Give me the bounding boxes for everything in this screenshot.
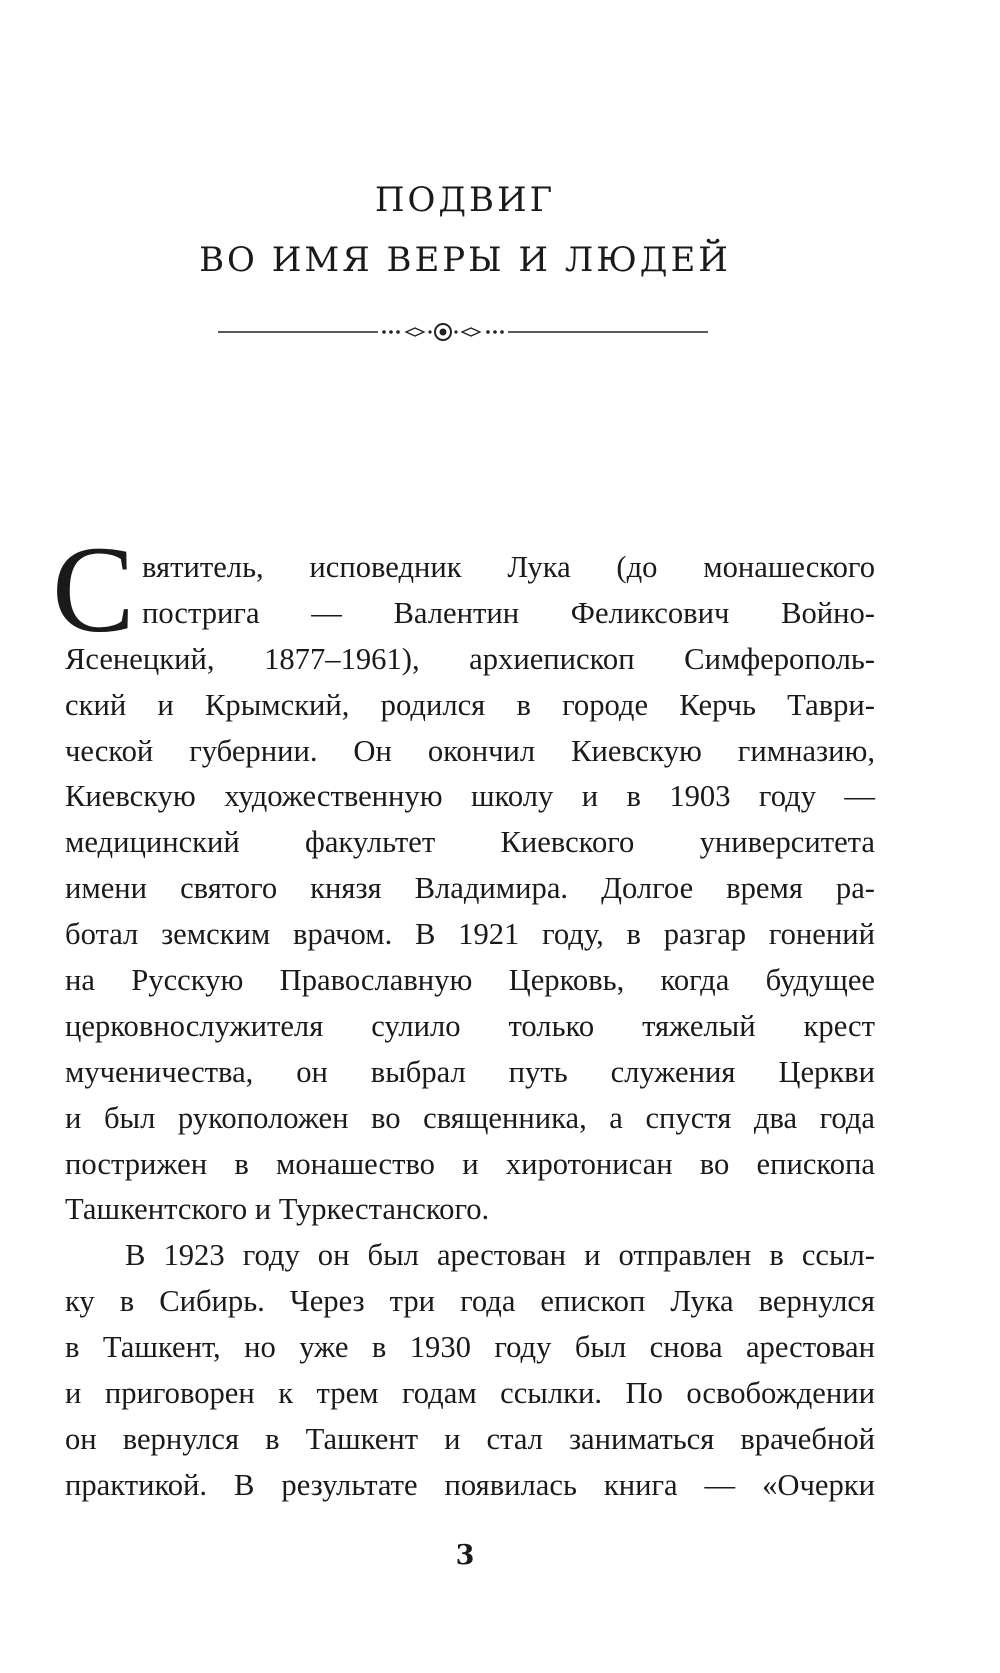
text-line: пострижен в монашество и хиротонисан во епископа — [65, 1146, 875, 1181]
text-line: ботал земским врачом. В 1921 году, в разгар гонений — [65, 917, 875, 952]
text-line: он вернулся в Ташкент и стал заниматься врачебной — [65, 1421, 875, 1456]
text-line: имени святого князя Владимира. Долгое время ра- — [65, 871, 875, 906]
text-line: ку в Сибирь. Через три года епископ Лука вернулся — [65, 1284, 875, 1319]
text-line: медицинский факультет Киевского университета — [65, 825, 875, 860]
body-text — [65, 545, 875, 1509]
text-line: вятитель, исповедник Лука (до монашеского — [142, 550, 875, 584]
text-line: в Ташкент, но уже в 1930 году был снова арестован — [65, 1330, 875, 1365]
text-line: ский и Крымский, родился в городе Керчь Таври- — [65, 687, 875, 722]
text-line: пострига — Валентин Феликсович Войно- — [142, 595, 875, 630]
page-number: 3 — [455, 1540, 475, 1571]
ornamental-divider-icon — [218, 320, 708, 344]
text-line: на Русскую Православную Церковь, когда будущее — [65, 963, 875, 998]
text-line: практикой. В результате появилась книга — «Очерки — [65, 1467, 875, 1502]
text-line: и был рукоположен во священника, а спустя два года — [65, 1100, 875, 1135]
text-line: мученичества, он выбрал путь служения Церкви — [65, 1054, 875, 1089]
text-line: Ташкентского и Туркестанского. — [65, 1192, 490, 1227]
chapter-title-line-1: ПОДВИГ — [374, 180, 556, 220]
text-line: Киевскую художественную школу и в 1903 году — — [65, 779, 875, 814]
chapter-title-line-2: ВО ИМЯ ВЕРЫ И ЛЮДЕЙ — [199, 240, 731, 280]
text-line: и приговорен к трем годам ссылки. По освобождении — [65, 1376, 875, 1411]
text-line: ческой губернии. Он окончил Киевскую гимназию, — [65, 733, 875, 768]
text-line: Ясенецкий, 1877–1961), архиепископ Симферополь- — [65, 641, 875, 676]
drop-cap: С — [52, 521, 135, 658]
text-line: церковнослужителя сулило только тяжелый крест — [65, 1008, 875, 1043]
text-line: В 1923 году он был арестован и отправлен в ссыл- — [125, 1238, 875, 1273]
